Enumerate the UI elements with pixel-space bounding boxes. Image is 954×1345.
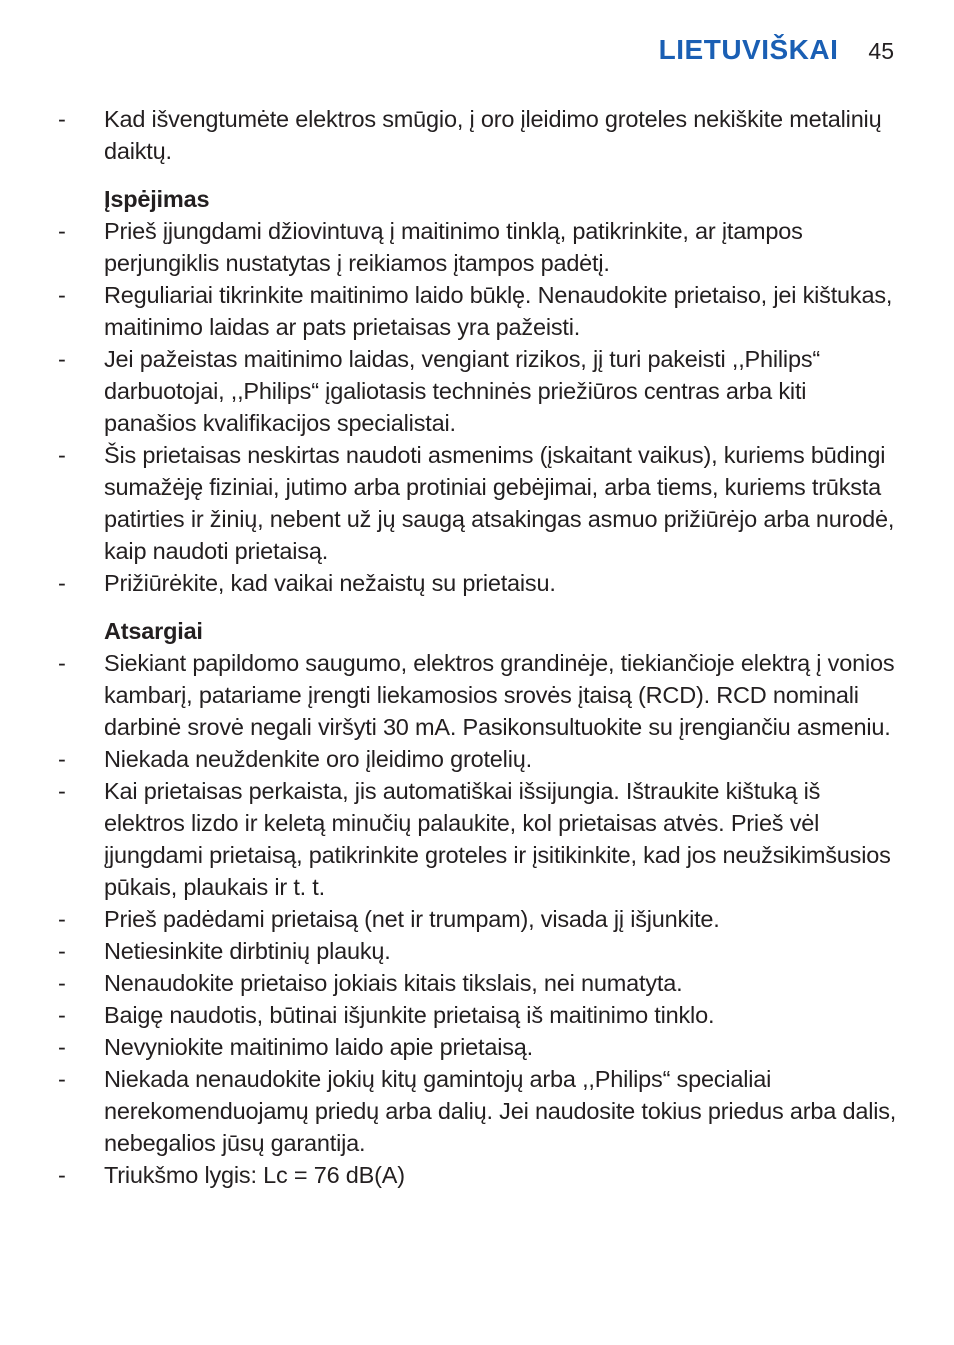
bullet-dash: -: [58, 1162, 66, 1188]
list-item-text: Triukšmo lygis: Lc = 76 dB(A): [104, 1162, 405, 1188]
list-item-text: Kad išvengtumėte elektros smūgio, į oro įleidimo groteles nekiškite metalinių daiktų.: [104, 106, 882, 164]
document-body: [58, 103, 898, 1191]
list-item: [58, 1159, 898, 1191]
list-item: [58, 967, 898, 999]
list-item-text: Kai prietaisas perkaista, jis automatiškai išsijungia. Ištraukite kištuką iš elektros lizdo ir keletą minučių palaukite, kol prietaisas atvės. Prieš vėl įjungdami prietaisą, patikrinkite groteles ir įsitikinkite, kad jos neužsikimšusios pūkais, plaukais ir t. t.: [104, 778, 891, 900]
language-title: LIETUVIŠKAI: [658, 34, 839, 65]
page-header: [659, 34, 894, 66]
bullet-dash: -: [58, 970, 66, 996]
bullet-dash: -: [58, 282, 66, 308]
bullet-dash: -: [58, 218, 66, 244]
bullet-dash: -: [58, 650, 66, 676]
bullet-dash: -: [58, 746, 66, 772]
list-item-text: Netiesinkite dirbtinių plaukų.: [104, 938, 391, 964]
bullet-dash: -: [58, 1066, 66, 1092]
bullet-dash: -: [58, 106, 66, 132]
section-heading-caution: Atsargiai: [104, 618, 203, 644]
list-item-text: Šis prietaisas neskirtas naudoti asmenims (įskaitant vaikus), kuriems būdingi sumažėję fiziniai, jutimo arba protiniai gebėjimai, arba tiems, kuriems trūksta patirties ir žinių, nebent už jų saugą atsakingas asmuo prižiūrėjo arba nurodė, kaip naudoti prietaisą.: [104, 442, 895, 564]
list-item: [58, 903, 898, 935]
list-item-text: Nevyniokite maitinimo laido apie prietaisą.: [104, 1034, 533, 1060]
list-item-text: Nenaudokite prietaiso jokiais kitais tikslais, nei numatyta.: [104, 970, 683, 996]
bullet-dash: -: [58, 346, 66, 372]
list-item-text: Siekiant papildomo saugumo, elektros grandinėje, tiekiančioje elektrą į vonios kambarį, patariame įrengti liekamosios srovės įtaisą (RCD). RCD nominali darbinė srovė negali viršyti 30 mA. Pasikonsultuokite su įrengiančiu asmeniu.: [104, 650, 895, 740]
list-item: [58, 103, 898, 167]
list-item-text: Niekada nenaudokite jokių kitų gamintojų arba ,,Philips“ specialiai nerekomenduojamų priedų arba dalių. Jei naudosite tokius priedus arba dalis, nebegalios jūsų garantija.: [104, 1066, 897, 1156]
bullet-dash: -: [58, 778, 66, 804]
list-item-text: Baigę naudotis, būtinai išjunkite prietaisą iš maitinimo tinklo.: [104, 1002, 715, 1028]
list-item-text: Prižiūrėkite, kad vaikai nežaistų su prietaisu.: [104, 570, 556, 596]
list-item: [58, 567, 898, 599]
list-item: [58, 999, 898, 1031]
bullet-dash: -: [58, 1002, 66, 1028]
list-item: [58, 775, 898, 903]
bullet-dash: -: [58, 1034, 66, 1060]
list-item: [58, 1031, 898, 1063]
list-item: [58, 647, 898, 743]
list-item: [58, 215, 898, 279]
list-item: [58, 1063, 898, 1159]
list-item: [58, 343, 898, 439]
bullet-dash: -: [58, 442, 66, 468]
list-item-text: Reguliariai tikrinkite maitinimo laido būklę. Nenaudokite prietaiso, jei kištukas, maitinimo laidas ar pats prietaisas yra pažeisti.: [104, 282, 893, 340]
list-item: [58, 439, 898, 567]
list-item: [58, 935, 898, 967]
bullet-dash: -: [58, 906, 66, 932]
bullet-dash: -: [58, 570, 66, 596]
list-item: [58, 279, 898, 343]
bullet-dash: -: [58, 938, 66, 964]
section-heading-warning: Įspėjimas: [104, 186, 210, 212]
list-item-text: Jei pažeistas maitinimo laidas, vengiant rizikos, jį turi pakeisti ,,Philips“ darbuotojai, ,,Philips“ įgaliotasis techninės priežiūros centras arba kiti panašios kvalifikacijos specialistai.: [104, 346, 821, 436]
list-item-text: Prieš įjungdami džiovintuvą į maitinimo tinklą, patikrinkite, ar įtampos perjungiklis nustatytas į reikiamos įtampos padėtį.: [104, 218, 803, 276]
list-item-text: Niekada neuždenkite oro įleidimo grotelių.: [104, 746, 532, 772]
list-item: [58, 743, 898, 775]
list-item-text: Prieš padėdami prietaisą (net ir trumpam), visada jį išjunkite.: [104, 906, 720, 932]
page-number: 45: [868, 38, 894, 64]
